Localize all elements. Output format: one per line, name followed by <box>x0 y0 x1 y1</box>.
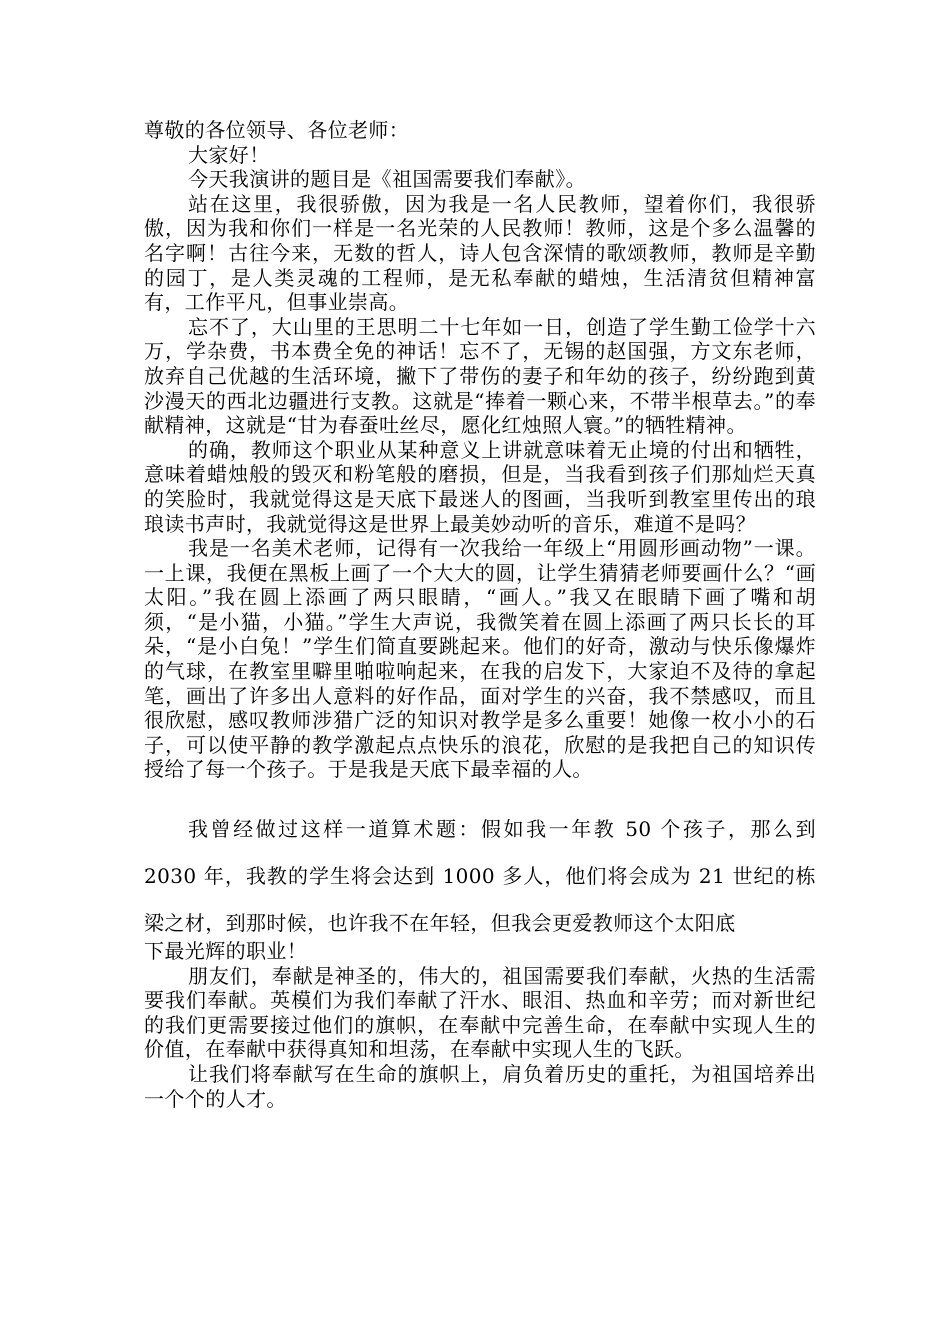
paragraph-topic: 今天我演讲的题目是《祖国需要我们奉献》。 <box>188 167 586 192</box>
paragraph-profession: 的确，教师这个职业从某种意义上讲就意味着无止境的付出和牺牲，意味着蜡烛般的毁灭和粉笔般的磨损，但是，当我看到孩子们那灿烂天真的笑脸时，我就觉得这是天底下最迷人的图画，当我听到教室里传出的琅琅读书声时，我就觉得这是世界上最美妙动听的音乐，难道不是吗？ <box>144 437 816 536</box>
paragraph-closing: 让我们将奉献写在生命的旗帜上，肩负着历史的重托，为祖国培养出一个个的人才。 <box>144 1062 816 1111</box>
paragraph-friends: 朋友们，奉献是神圣的，伟大的，祖国需要我们奉献，火热的生活需要我们奉献。英模们为我们奉献了汗水、眼泪、热血和辛劳；而对新世纪的我们更需要接过他们的旗帜，在奉献中完善生命，在奉献中实现人生的价值，在奉献中获得真知和坦荡，在奉献中实现人生的飞跃。 <box>144 963 816 1062</box>
paragraph-art-class: 我是一名美术老师，记得有一次我给一年级上“用圆形画动物”一课。一上课，我便在黑板上画了一个大大的圆，让学生猜猜老师要画什么？“画太阳。”我在圆上添画了两只眼睛，“画人。”我又在眼睛下画了嘴和胡须，“是小猫，小猫。”学生大声说，我微笑着在圆上添画了两只长长的耳朵，“是小白兔！”学生们简直要跳起来。他们的好奇，激动与快乐像爆炸的气球，在教室里噼里啪啦响起来，在我的启发下，大家迫不及待的拿起笔，画出了许多出人意料的好作品，面对学生的兴奋，我不禁感叹，而且很欣慰，感叹教师涉猎广泛的知识对教学是多么重要！她像一枚小小的石子，可以使平静的教学激起点点快乐的浪花，欣慰的是我把自己的知识传授给了每一个孩子。于是我是天底下最幸福的人。 <box>144 536 816 782</box>
paragraph-arithmetic-tail: 下最光辉的职业！ <box>144 939 308 964</box>
paragraph-pride: 站在这里，我很骄傲，因为我是一名人民教师，望着你们，我很骄傲，因为我和你们一样是一名光荣的人民教师！教师，这是个多么温馨的名字啊！古往今来，无数的哲人，诗人包含深情的歌颂教师，教师是辛勤的园丁，是人类灵魂的工程师，是无私奉献的蜡烛，生活清贫但精神富有，工作平凡，但事业崇高。 <box>144 191 816 315</box>
paragraph-examples: 忘不了，大山里的王思明二十七年如一日，创造了学生勤工俭学十六万，学杂费，书本费全免的神话！忘不了，无锡的赵国强，方文东老师，放弃自己优越的生活环境，撇下了带伤的妻子和年幼的孩子，纷纷跑到黄沙漫天的西北边疆进行支教。这就是“捧着一颗心来，不带半根草去。”的奉献精神，这就是“甘为春蚕吐丝尽，愿化红烛照人寰。”的牺牲精神。 <box>144 314 816 438</box>
salutation: 尊敬的各位领导、各位老师： <box>144 118 410 142</box>
paragraph-arithmetic: 我曾经做过这样一道算术题：假如我一年教 50 个孩子，那么到 2030 年，我教的学生将会达到 1000 多人，他们将会成为 21 世纪的栋梁之材，到那时候，也许我不在年轻，但我会更爱教师这个太阳底 <box>144 817 816 936</box>
greeting: 大家好！ <box>188 142 270 167</box>
speech-body <box>144 118 816 1111</box>
